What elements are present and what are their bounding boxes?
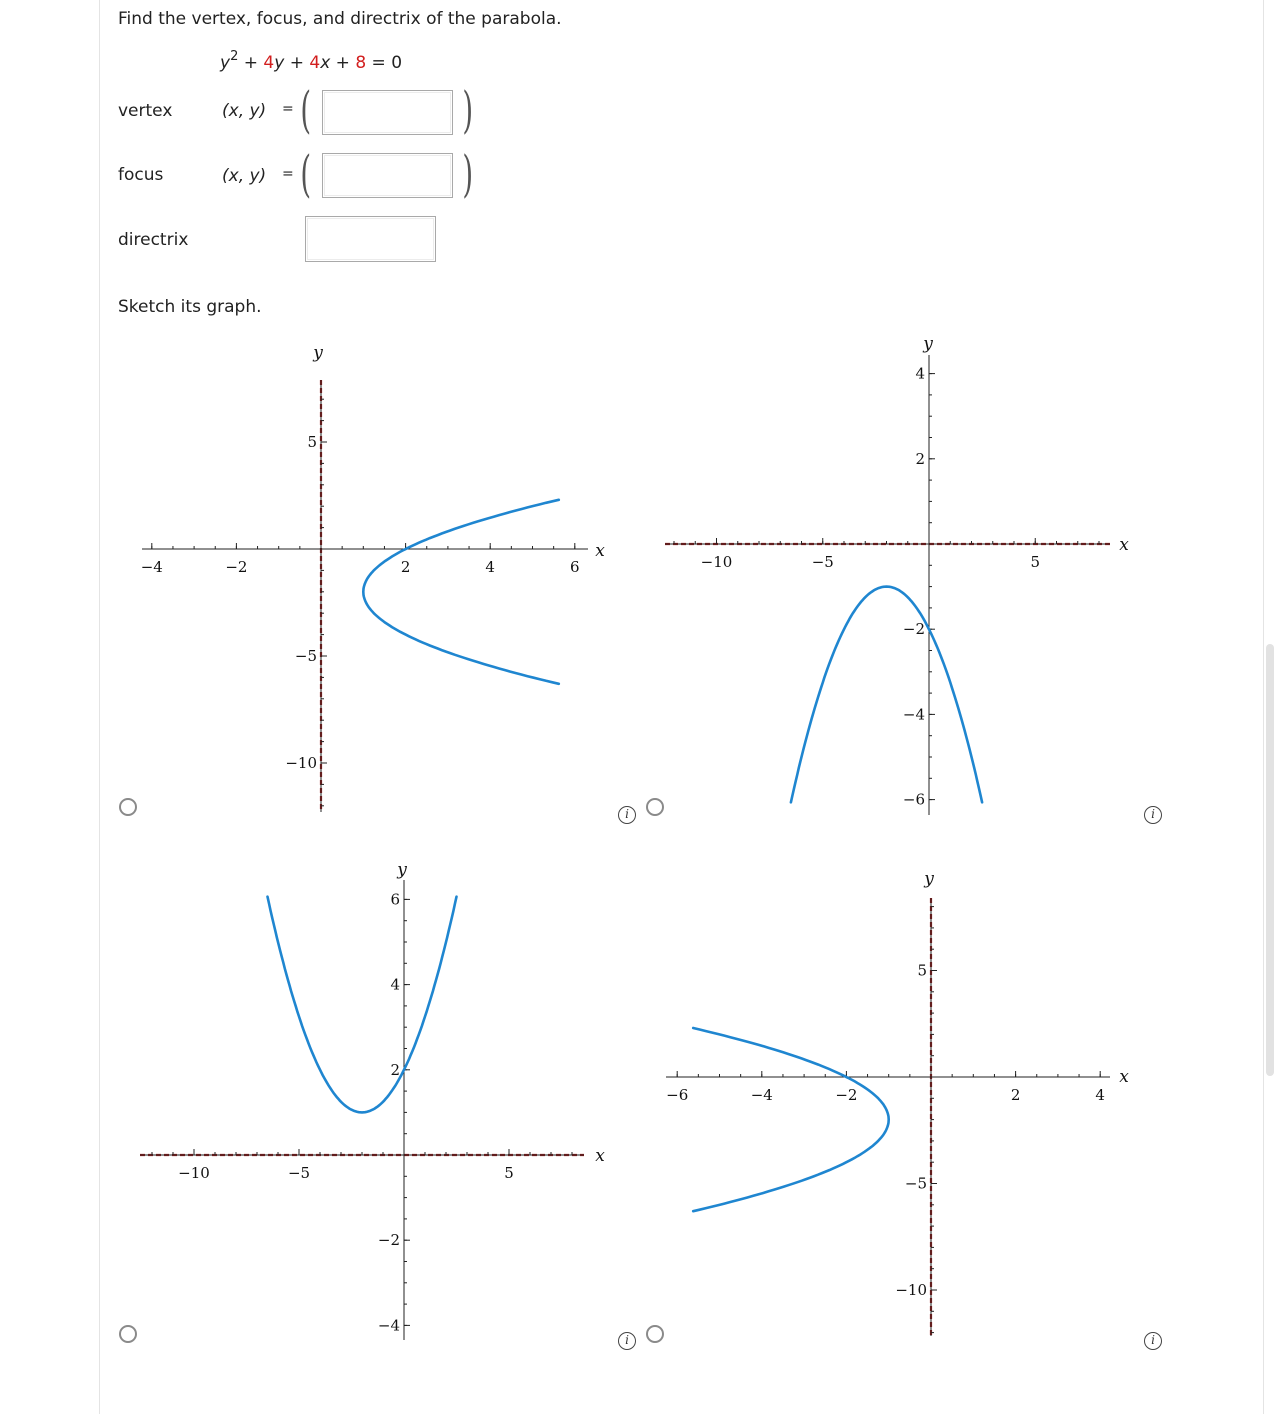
- equation-part: +: [330, 53, 356, 73]
- y-axis-label: y: [924, 869, 934, 889]
- x-tick-label: 4: [485, 558, 495, 576]
- x-axis-label: x: [1119, 535, 1129, 555]
- graph-option-4-info-icon[interactable]: i: [1144, 1332, 1162, 1350]
- y-tick-label: −5: [294, 647, 317, 665]
- graph-option-3: [140, 860, 605, 1340]
- x-tick-label: −4: [750, 1086, 773, 1104]
- vertex-equals: =: [282, 101, 294, 117]
- y-axis-label: y: [397, 860, 407, 880]
- graph-option-4: [666, 869, 1129, 1336]
- y-tick-label: −4: [377, 1316, 400, 1335]
- y-tick-label: −4: [902, 705, 925, 724]
- x-axis-label: x: [1119, 1067, 1129, 1087]
- focus-close-paren: ): [462, 145, 474, 203]
- x-tick-label: 5: [504, 1164, 514, 1182]
- x-tick-label: −10: [700, 553, 733, 571]
- equation-part: +: [284, 53, 310, 73]
- equation-part: y: [274, 53, 285, 73]
- graph-option-2-radio[interactable]: [646, 798, 664, 816]
- graph-option-1-info-icon[interactable]: i: [618, 806, 636, 824]
- y-tick-label: −6: [902, 790, 925, 809]
- y-tick-label: 5: [917, 961, 927, 980]
- graph-option-2: [665, 334, 1129, 815]
- x-tick-label: −5: [287, 1164, 311, 1182]
- parabola-curve: [791, 587, 982, 803]
- y-axis-label: y: [313, 343, 323, 363]
- parabola-curve: [268, 897, 457, 1113]
- y-tick-label: 4: [390, 975, 400, 994]
- directrix-label: directrix: [118, 230, 189, 250]
- x-tick-label: −2: [835, 1086, 858, 1104]
- x-tick-label: 4: [1095, 1086, 1105, 1104]
- y-tick-label: −10: [285, 754, 317, 772]
- equation-part: = 0: [366, 53, 403, 73]
- x-tick-label: 6: [570, 558, 580, 576]
- parabola-curve: [693, 1028, 889, 1211]
- y-tick-label: 2: [390, 1060, 400, 1079]
- equation-part: 4: [309, 53, 321, 73]
- x-tick-label: −6: [666, 1086, 689, 1104]
- graph-option-3-radio[interactable]: [119, 1325, 137, 1343]
- parabola-curve: [363, 500, 559, 684]
- vertex-label: vertex: [118, 101, 173, 121]
- equation-part: +: [238, 53, 264, 73]
- x-tick-label: −5: [811, 553, 834, 571]
- graph-option-1-radio[interactable]: [119, 798, 137, 816]
- x-tick-label: −2: [225, 558, 248, 576]
- focus-pair-label: (x, y): [222, 166, 267, 186]
- y-axis-label: y: [923, 334, 933, 354]
- focus-open-paren: (: [300, 145, 312, 203]
- equation-part: 2: [230, 49, 239, 64]
- vertex-open-paren: (: [300, 81, 312, 139]
- vertex-pair-label: (x, y): [222, 101, 267, 121]
- graph-option-4-radio[interactable]: [646, 1325, 664, 1343]
- y-tick-label: −2: [377, 1231, 400, 1250]
- y-tick-label: −5: [904, 1174, 927, 1193]
- equation-part: 8: [355, 53, 367, 73]
- graph-option-3-info-icon[interactable]: i: [618, 1332, 636, 1350]
- sketch-prompt: Sketch its graph.: [118, 297, 262, 317]
- y-tick-label: 5: [307, 433, 317, 451]
- y-tick-label: 2: [915, 449, 925, 468]
- x-tick-label: 2: [1010, 1086, 1021, 1104]
- x-tick-label: −10: [178, 1164, 210, 1182]
- x-tick-label: 5: [1030, 553, 1041, 571]
- question-instruction: Find the vertex, focus, and directrix of the parabola.: [118, 9, 562, 29]
- graph-option-2-info-icon[interactable]: i: [1144, 806, 1162, 824]
- y-tick-label: 6: [390, 890, 400, 909]
- x-tick-label: 2: [400, 558, 411, 576]
- focus-equals: =: [282, 166, 294, 182]
- y-tick-label: −10: [895, 1281, 927, 1299]
- x-axis-label: x: [595, 541, 605, 561]
- equation-part: 4: [263, 53, 275, 73]
- vertex-close-paren: ): [462, 81, 474, 139]
- x-tick-label: −4: [140, 558, 163, 576]
- focus-label: focus: [118, 165, 164, 185]
- y-tick-label: 4: [915, 364, 925, 383]
- x-axis-label: x: [595, 1146, 605, 1166]
- y-tick-label: −2: [902, 620, 925, 639]
- equation-part: y: [220, 53, 231, 73]
- graph-option-1: [141, 343, 605, 812]
- equation-part: x: [320, 53, 331, 73]
